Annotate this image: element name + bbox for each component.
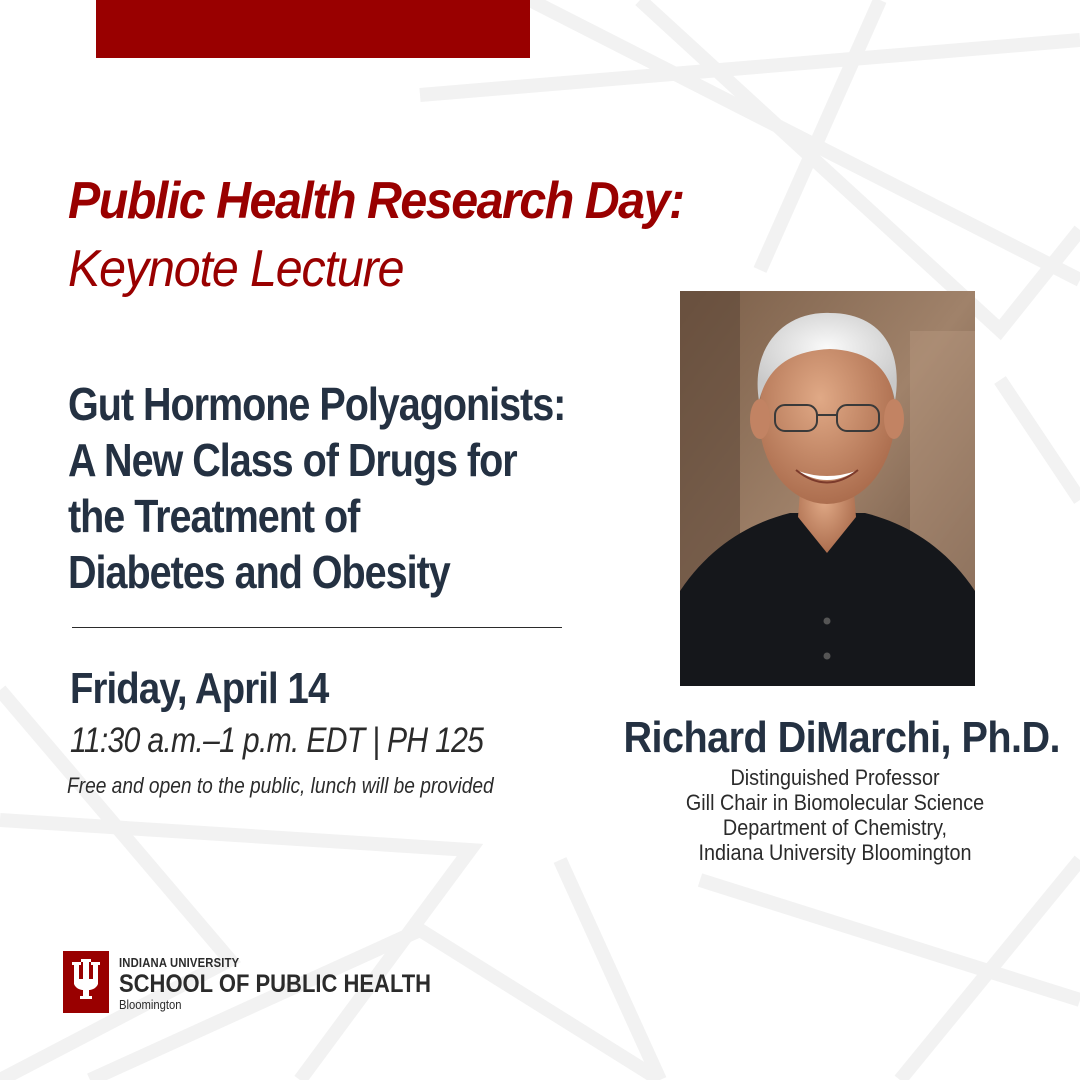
- event-subtitle: Keynote Lecture: [68, 240, 404, 298]
- speaker-credentials: [620, 765, 1050, 865]
- iu-logo: [63, 951, 463, 1015]
- event-time-location: 11:30 a.m.–1 p.m. EDT | PH 125: [70, 721, 484, 760]
- talk-title-line: A New Class of Drugs for: [68, 434, 517, 486]
- talk-title-line: the Treatment of: [68, 490, 360, 542]
- logo-wordmark: [119, 956, 474, 1012]
- speaker-credential-line: Indiana University Bloomington: [698, 840, 972, 865]
- logo-university: INDIANA UNIVERSITY: [119, 956, 240, 970]
- logo-campus: Bloomington: [119, 998, 182, 1012]
- event-date: Friday, April 14: [70, 664, 329, 713]
- talk-title-line: Gut Hormone Polyagonists:: [68, 378, 566, 430]
- speaker-credential-line: Gill Chair in Biomolecular Science: [685, 790, 985, 815]
- talk-title-line: Diabetes and Obesity: [68, 546, 450, 598]
- speaker-name: Richard DiMarchi, Ph.D.: [623, 713, 1060, 762]
- speaker-photo: [680, 291, 975, 686]
- iu-trident-icon: [63, 951, 109, 1013]
- event-note: Free and open to the public, lunch will be provided: [67, 773, 494, 798]
- speaker-credential-line: Department of Chemistry,: [722, 815, 948, 840]
- divider: [72, 627, 562, 628]
- talk-title: [68, 376, 618, 600]
- event-title: Public Health Research Day:: [68, 172, 684, 230]
- top-accent-bar: [96, 0, 530, 58]
- speaker-credential-line: Distinguished Professor: [730, 765, 940, 790]
- logo-school: SCHOOL OF PUBLIC HEALTH: [119, 970, 432, 998]
